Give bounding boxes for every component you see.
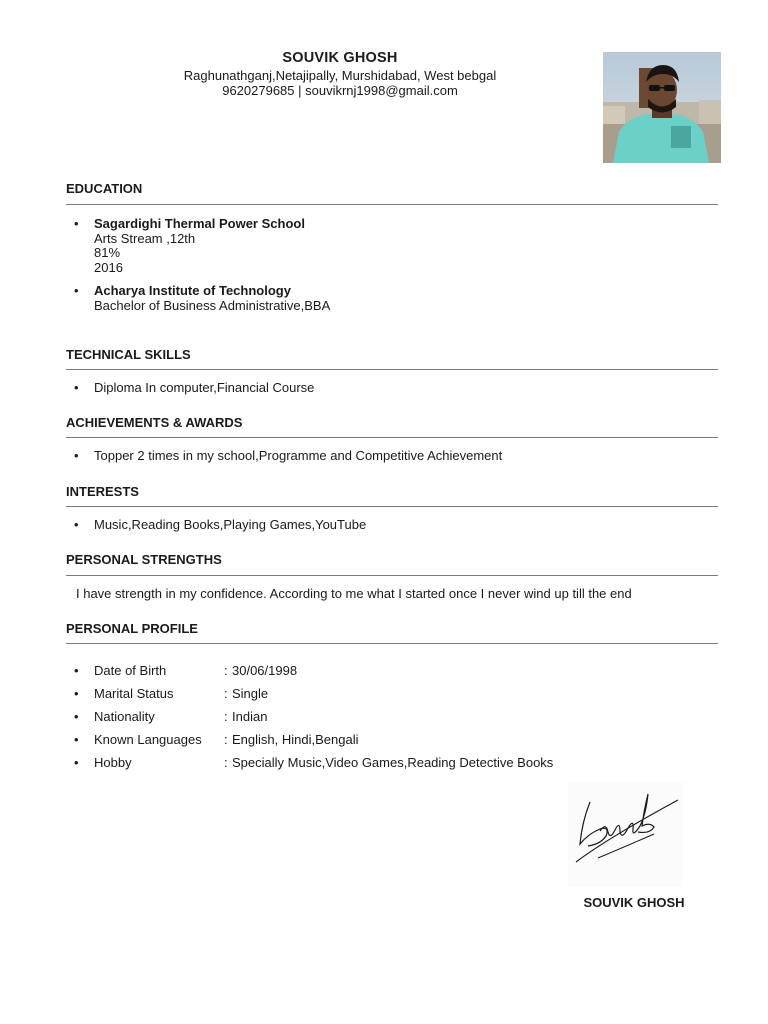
contact-line: 9620279685 | souvikrnj1998@gmail.com [222,83,458,98]
education-detail: 2016 [94,259,123,275]
interests-list [66,518,718,533]
profile-row [66,659,718,682]
profile-value: Single [232,686,269,701]
profile-value: Indian [232,709,268,724]
education-item [66,284,718,313]
candidate-name: SOUVIK GHOSH [282,50,398,66]
education-item [66,217,718,275]
profile-colon: : [224,663,228,678]
profile-label: • Date of Birth [94,663,167,678]
profile-value: 30/06/1998 [232,663,298,678]
profile-label: • Known Languages [94,732,202,747]
personal-profile-list [66,659,718,774]
education-school: • Acharya Institute of Technology [94,283,291,299]
profile-row [66,682,718,705]
resume-header [0,49,680,98]
list-item: • Music,Reading Books,Playing Games,YouTube [66,518,718,533]
section-title-personal-profile: PERSONAL PROFILE [66,621,198,636]
profile-colon: : [224,732,228,747]
profile-label: • Marital Status [94,686,174,701]
section-title-interests: INTERESTS [66,484,139,499]
section-title-education: EDUCATION [66,181,143,196]
section-divider [66,369,718,370]
achievements-section [66,415,718,465]
section-divider [66,437,718,438]
education-detail: 81% [94,245,121,261]
strengths-text: I have strength in my confidence. According to me what I started once I never wind up till the end [76,586,632,601]
signature-image [568,782,683,887]
profile-value: English, Hindi,Bengali [232,732,359,747]
signature-name: SOUVIK GHOSH [583,895,685,910]
personal-profile-section [66,621,718,771]
education-detail: Bachelor of Business Administrative,BBA [94,297,331,313]
interests-section [66,484,718,534]
section-title-personal-strengths: PERSONAL STRENGTHS [66,552,222,567]
profile-colon: : [224,709,228,724]
section-divider [66,643,718,644]
profile-label: • Hobby [94,755,132,770]
technical-skills-section [66,347,718,397]
section-title-achievements: ACHIEVEMENTS & AWARDS [66,415,243,430]
education-section [66,181,718,321]
technical-skills-list [66,381,718,396]
achievements-list [66,449,718,464]
list-item: • Topper 2 times in my school,Programme and Competitive Achievement [66,449,718,464]
profile-row [66,705,718,728]
profile-label: • Nationality [94,709,155,724]
section-divider [66,204,718,205]
profile-photo [603,52,721,163]
profile-colon: : [224,686,228,701]
education-detail: Arts Stream ,12th [94,230,196,246]
profile-row [66,728,718,751]
section-divider [66,506,718,507]
section-divider [66,575,718,576]
profile-colon: : [224,755,228,770]
list-item: • Diploma In computer,Financial Course [66,381,718,396]
profile-row [66,751,718,774]
address-line: Raghunathganj,Netajipally, Murshidabad, West bebgal [183,68,497,83]
profile-value: Specially Music,Video Games,Reading Detective Books [232,755,554,770]
personal-strengths-section [66,552,718,602]
section-title-technical-skills: TECHNICAL SKILLS [66,347,191,362]
education-list [66,217,718,314]
education-school: • Sagardighi Thermal Power School [94,216,305,231]
